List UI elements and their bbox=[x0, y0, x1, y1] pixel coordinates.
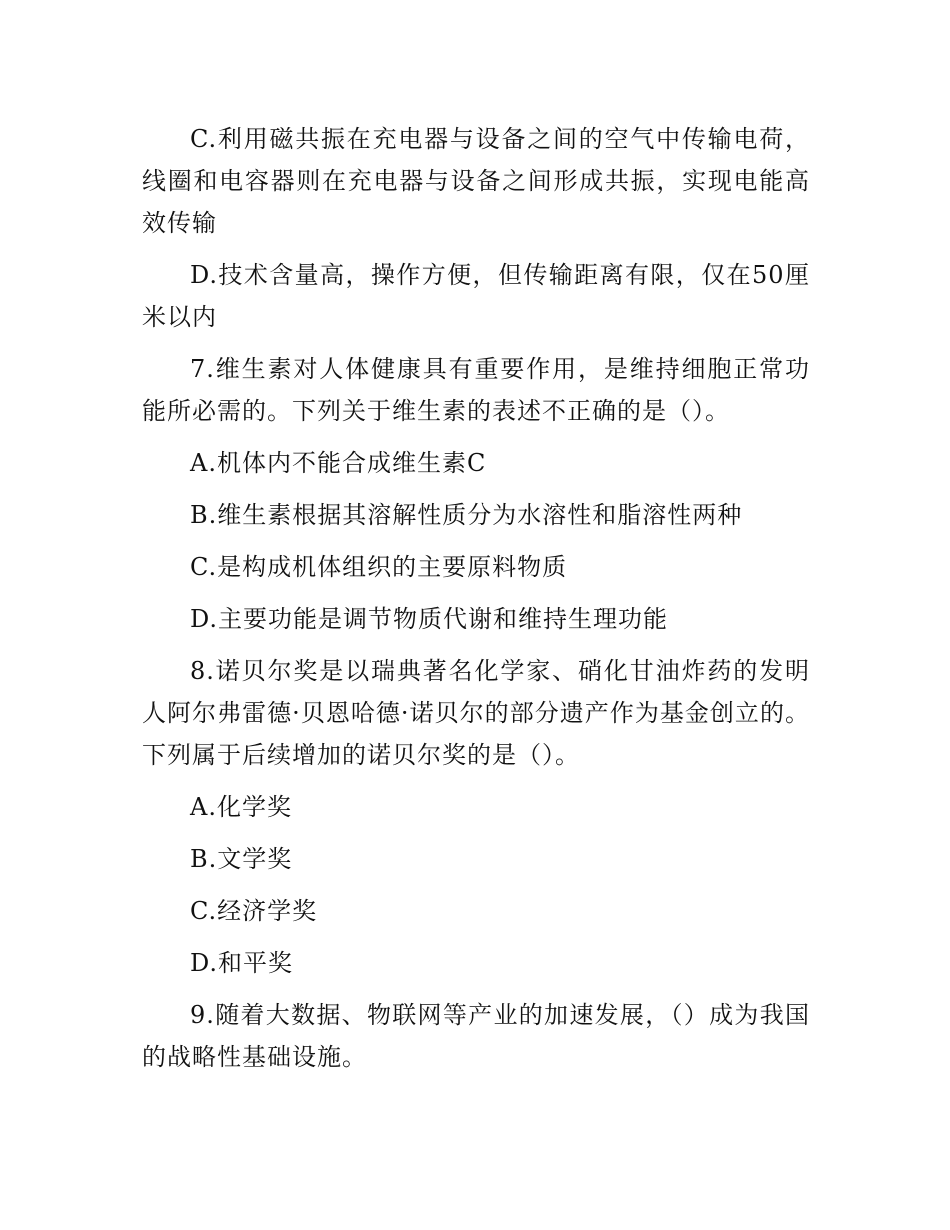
option-a-q7: A.机体内不能合成维生素C bbox=[190, 449, 487, 477]
question-8: 8.诺贝尔奖是以瑞典著名化学家、硝化甘油炸药的发明人阿尔弗雷德·贝恩哈德·诺贝尔的部分遗产作为基金创立的。下列属于后续增加的诺贝尔奖的是（）。 bbox=[142, 657, 810, 769]
option-d-q6: D.技术含量高，操作方便，但传输距离有限，仅在50厘米以内 bbox=[142, 261, 810, 331]
document-body bbox=[142, 118, 810, 1088]
option-d-q7: D.主要功能是调节物质代谢和维持生理功能 bbox=[190, 605, 669, 633]
option-c-q8: C.经济学奖 bbox=[190, 897, 318, 925]
option-b-q8: B.文学奖 bbox=[190, 845, 293, 873]
option-c-q7: C.是构成机体组织的主要原料物质 bbox=[190, 553, 568, 581]
question-7: 7.维生素对人体健康具有重要作用，是维持细胞正常功能所必需的。下列关于维生素的表述不正确的是（）。 bbox=[142, 355, 810, 425]
option-d-q8: D.和平奖 bbox=[190, 949, 294, 977]
option-c-q6: C.利用磁共振在充电器与设备之间的空气中传输电荷，线圈和电容器则在充电器与设备之间形成共振，实现电能高效传输 bbox=[142, 125, 810, 237]
option-a-q8: A.化学奖 bbox=[190, 793, 292, 821]
option-b-q7: B.维生素根据其溶解性质分为水溶性和脂溶性两种 bbox=[190, 501, 743, 529]
question-9: 9.随着大数据、物联网等产业的加速发展，（）成为我国的战略性基础设施。 bbox=[142, 1001, 810, 1071]
